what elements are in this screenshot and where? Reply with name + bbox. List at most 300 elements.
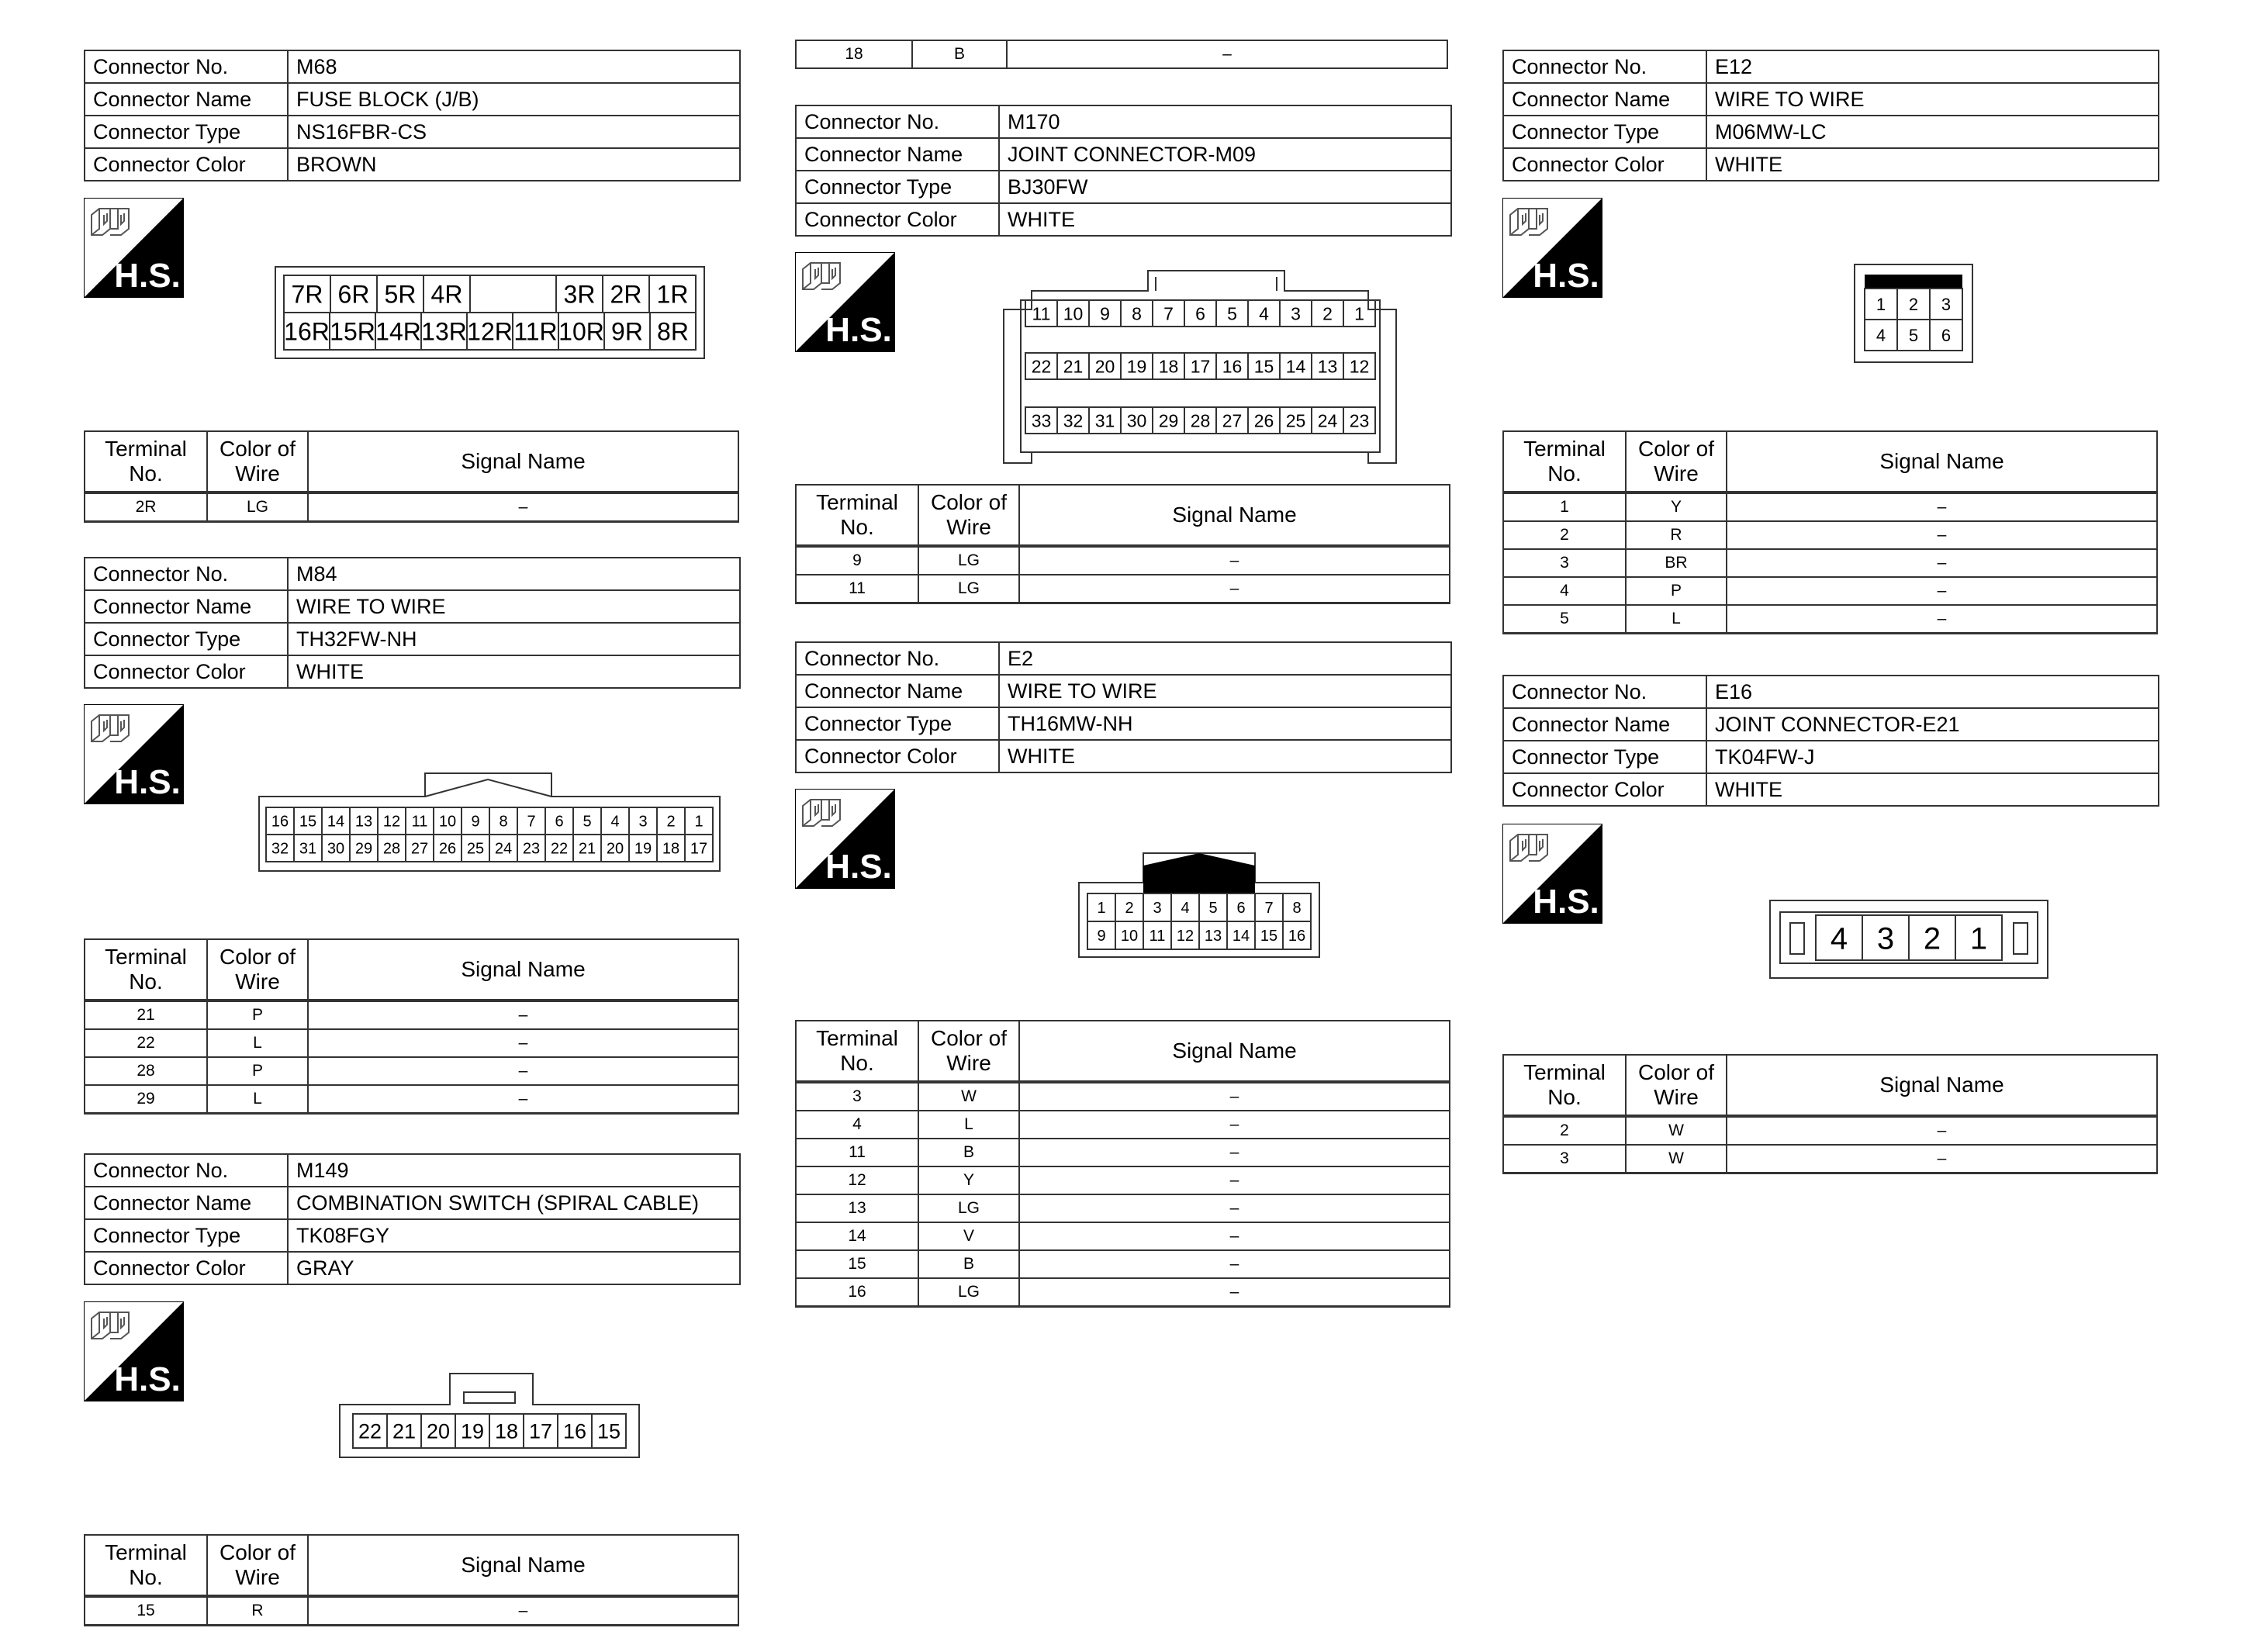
wire-color-cell: P	[1626, 577, 1727, 605]
signal-cell: –	[1019, 1166, 1450, 1194]
pin-label: 19	[1126, 356, 1147, 377]
signal-cell: –	[308, 1085, 738, 1114]
pin-label: 25	[1285, 410, 1306, 431]
pin-label: 23	[522, 840, 541, 858]
connector-name-label: Connector Name	[85, 590, 288, 623]
wire-color-cell: LG	[918, 1278, 1019, 1307]
terminal-header: Terminal	[105, 1540, 187, 1564]
pin-label: 14R	[375, 317, 421, 346]
pin-label: 1	[694, 813, 704, 831]
table-row	[796, 1278, 1450, 1307]
pin-label: 7R	[291, 280, 323, 309]
pin-label: 14	[327, 813, 345, 831]
pin-label: 16	[1288, 928, 1306, 945]
pin-label: 24	[494, 840, 513, 858]
connector-no-label: Connector No.	[1503, 50, 1706, 83]
harness-side-icon	[1502, 824, 1602, 924]
pin-label: 14	[1232, 928, 1250, 945]
table-row	[796, 1082, 1450, 1111]
pin-label: 33	[1031, 410, 1052, 431]
terminal-cell: 9	[796, 546, 918, 575]
terminal-cell: 4	[796, 1111, 918, 1139]
signal-cell: –	[308, 492, 738, 522]
pin-label: 12R	[467, 317, 513, 346]
pin-label: 20	[426, 1419, 451, 1443]
harness-side-icon	[795, 252, 895, 352]
terminal-table-e16	[1502, 1054, 2158, 1174]
pin-label: 2	[1923, 921, 1941, 956]
wire-color-header-2: Wire	[1654, 1085, 1699, 1109]
pin-label: 12	[1176, 928, 1194, 945]
pin-label: 8	[499, 813, 508, 831]
table-row	[796, 1222, 1450, 1250]
wire-color-cell: Y	[1626, 492, 1727, 521]
connector-face-m84	[258, 772, 721, 873]
wire-color-header: Color of	[219, 1540, 296, 1564]
table-row	[796, 1166, 1450, 1194]
pin-label: 15	[1260, 928, 1278, 945]
pin-label: 9	[1100, 303, 1110, 324]
connector-type-label: Connector Type	[85, 1219, 288, 1252]
terminal-cell: 3	[1503, 549, 1626, 577]
table-row	[1503, 1116, 2157, 1145]
wire-color-cell: L	[207, 1085, 308, 1114]
wire-color-header-2: Wire	[1654, 461, 1699, 486]
wire-color-header-2: Wire	[946, 1051, 991, 1075]
pin-label: 18	[1158, 356, 1179, 377]
pin-label: 30	[327, 840, 345, 858]
pin-label: 12	[382, 813, 401, 831]
terminal-cell: 2	[1503, 1116, 1626, 1145]
connector-info-e2	[795, 641, 1452, 773]
pin-label: 2	[1125, 900, 1134, 918]
connector-color-label: Connector Color	[796, 740, 999, 772]
harness-side-icon	[84, 704, 184, 804]
connector-color-label: Connector Color	[1503, 148, 1706, 181]
terminal-cell: 13	[796, 1194, 918, 1222]
pin-label: 16	[1222, 356, 1243, 377]
terminal-cell: 14	[796, 1222, 918, 1250]
table-row	[796, 1111, 1450, 1139]
terminal-cell: 1	[1503, 492, 1626, 521]
wire-color-cell: LG	[918, 1194, 1019, 1222]
connector-no-value: M149	[288, 1154, 740, 1187]
table-row	[1503, 577, 2157, 605]
pin-label: 8	[1132, 303, 1142, 324]
pin-label: 3R	[563, 280, 596, 309]
terminal-table-m170	[795, 484, 1450, 604]
pin-label: 3	[1153, 900, 1162, 918]
connector-no-value: M84	[288, 558, 740, 590]
connector-type-value: TH16MW-NH	[999, 707, 1451, 740]
table-row	[1503, 549, 2157, 577]
wire-color-cell: L	[918, 1111, 1019, 1139]
table-row	[796, 1139, 1450, 1166]
pin-label: 13	[1317, 356, 1338, 377]
signal-name-header: Signal Name	[308, 939, 738, 1001]
connector-no-value: M170	[999, 105, 1451, 138]
pin-label: 22	[550, 840, 569, 858]
pin-label: 19	[460, 1419, 485, 1443]
connector-info-m68	[84, 50, 741, 181]
pin-label: 26	[1253, 410, 1274, 431]
terminal-header-2: No.	[1547, 461, 1582, 486]
pin-label: 6	[1236, 900, 1246, 918]
pin-label: 15	[299, 813, 317, 831]
terminal-cell: 2R	[85, 492, 207, 522]
pin-label: 2	[1908, 294, 1919, 314]
connector-face-e2	[1078, 852, 1320, 959]
pin-label: 9	[471, 813, 480, 831]
table-row	[1503, 521, 2157, 549]
table-row	[85, 1085, 738, 1114]
pin-label: 27	[410, 840, 429, 858]
pin-label: 11R	[513, 317, 558, 346]
pin-label: 15	[596, 1419, 621, 1443]
terminal-cell: 22	[85, 1029, 207, 1057]
pin-label: 5	[1227, 303, 1237, 324]
connector-no-value: E2	[999, 642, 1451, 675]
connector-name-value: JOINT CONNECTOR-M09	[999, 138, 1451, 171]
connector-name-value: COMBINATION SWITCH (SPIRAL CABLE)	[288, 1187, 740, 1219]
pin-label: 11	[411, 813, 428, 831]
pin-label: 28	[382, 840, 401, 858]
connector-name-value: WIRE TO WIRE	[1706, 83, 2159, 116]
connector-type-value: TK04FW-J	[1706, 741, 2159, 773]
connector-info-e16	[1502, 675, 2159, 807]
connector-name-value: WIRE TO WIRE	[999, 675, 1451, 707]
pin-label: 26	[438, 840, 457, 858]
terminal-header-2: No.	[1547, 1085, 1582, 1109]
connector-no-value: E12	[1706, 50, 2159, 83]
signal-cell: –	[1019, 1111, 1450, 1139]
connector-no-label: Connector No.	[796, 105, 999, 138]
table-row	[796, 1194, 1450, 1222]
wire-color-cell: P	[207, 1001, 308, 1029]
pin-label: 8R	[657, 317, 689, 346]
terminal-header-2: No.	[129, 461, 163, 486]
wire-color-cell: LG	[207, 492, 308, 522]
connector-face-e12	[1854, 264, 1973, 363]
pin-label: 11	[1149, 928, 1166, 945]
signal-name-header: Signal Name	[308, 431, 738, 492]
pin-label: 7	[1264, 900, 1274, 918]
terminal-header: Terminal	[816, 490, 898, 514]
pin-label: 9	[1097, 928, 1106, 945]
pin-label: 3	[1876, 921, 1895, 956]
pin-label: 29	[1158, 410, 1179, 431]
wire-color-header: Color of	[1637, 1060, 1715, 1084]
wire-color-cell: LG	[918, 546, 1019, 575]
wire-color-header: Color of	[930, 1026, 1008, 1050]
pin-label: 1	[1876, 294, 1886, 314]
pin-label: 20	[606, 840, 624, 858]
pin-label: 10	[1063, 303, 1084, 324]
connector-name-label: Connector Name	[85, 83, 288, 116]
pin-label: 9R	[611, 317, 643, 346]
wire-color-header-2: Wire	[235, 1565, 280, 1589]
connector-no-label: Connector No.	[85, 558, 288, 590]
pin-label: 1	[1969, 921, 1988, 956]
connector-type-value: BJ30FW	[999, 171, 1451, 203]
wire-color-cell: B	[918, 1250, 1019, 1278]
terminal-cell: 21	[85, 1001, 207, 1029]
connector-type-value: NS16FBR-CS	[288, 116, 740, 148]
table-row	[796, 40, 1447, 68]
connector-type-label: Connector Type	[796, 171, 999, 203]
terminal-header: Terminal	[105, 437, 187, 461]
connector-type-value: TK08FGY	[288, 1219, 740, 1252]
terminal-table-m68	[84, 430, 739, 523]
connector-info-e12	[1502, 50, 2159, 181]
pin-label: 13R	[421, 317, 467, 346]
terminal-cell: 3	[1503, 1145, 1626, 1173]
connector-name-label: Connector Name	[796, 138, 999, 171]
signal-cell: –	[1727, 492, 2157, 521]
wire-color-cell: L	[1626, 605, 1727, 634]
connector-color-value: WHITE	[999, 203, 1451, 236]
pin-label: 1R	[656, 280, 689, 309]
connector-type-label: Connector Type	[85, 116, 288, 148]
pin-label: 10	[1120, 928, 1139, 945]
pin-label: 7	[1163, 303, 1174, 324]
pin-label: 3	[1941, 294, 1952, 314]
connector-no-label: Connector No.	[796, 642, 999, 675]
wire-color-cell: LG	[918, 575, 1019, 603]
connector-color-value: WHITE	[1706, 148, 2159, 181]
connector-no-value: M68	[288, 50, 740, 83]
connector-no-label: Connector No.	[85, 50, 288, 83]
signal-cell: –	[1727, 1116, 2157, 1145]
table-row	[85, 1596, 738, 1626]
pin-label: 17	[690, 840, 708, 858]
terminal-header: Terminal	[1523, 1060, 1606, 1084]
terminal-header: Terminal	[816, 1026, 898, 1050]
signal-name-header: Signal Name	[1727, 1055, 2157, 1116]
terminal-header-2: No.	[129, 1565, 163, 1589]
connector-type-value: TH32FW-NH	[288, 623, 740, 655]
wire-color-header-2: Wire	[235, 969, 280, 994]
connector-color-value: WHITE	[1706, 773, 2159, 806]
terminal-header-2: No.	[840, 515, 874, 539]
pin-label: 16	[271, 813, 289, 831]
wire-color-cell: B	[912, 40, 1007, 68]
pin-label: 13	[1204, 928, 1222, 945]
terminal-table-m149	[84, 1534, 739, 1626]
pin-label: 13	[354, 813, 373, 831]
pin-label: 27	[1222, 410, 1243, 431]
connector-color-label: Connector Color	[796, 203, 999, 236]
pin-label: 5	[583, 813, 592, 831]
signal-cell: –	[1727, 605, 2157, 634]
connector-color-label: Connector Color	[85, 655, 288, 688]
terminal-header-2: No.	[840, 1051, 874, 1075]
signal-cell: –	[1019, 1139, 1450, 1166]
connector-info-m84	[84, 557, 741, 689]
signal-cell: –	[308, 1001, 738, 1029]
connector-face-e16	[1769, 900, 2048, 979]
terminal-cell: 3	[796, 1082, 918, 1111]
signal-cell: –	[1019, 1222, 1450, 1250]
wire-color-cell: W	[1626, 1116, 1727, 1145]
pin-label: 4	[1876, 325, 1886, 345]
signal-name-header: Signal Name	[1019, 1021, 1450, 1082]
connector-face-m149	[339, 1372, 640, 1459]
connector-info-m170	[795, 105, 1452, 237]
pin-label: 31	[299, 840, 317, 858]
pin-label: 6	[1195, 303, 1205, 324]
harness-side-icon	[795, 789, 895, 889]
wire-color-header: Color of	[219, 437, 296, 461]
terminal-cell: 16	[796, 1278, 918, 1307]
connector-type-label: Connector Type	[796, 707, 999, 740]
pin-label: 2R	[610, 280, 642, 309]
pin-label: 32	[1063, 410, 1084, 431]
harness-side-icon	[1502, 198, 1602, 298]
pin-label: 5	[1908, 325, 1919, 345]
connector-name-label: Connector Name	[85, 1187, 288, 1219]
pin-label: 6	[555, 813, 564, 831]
connector-color-label: Connector Color	[1503, 773, 1706, 806]
signal-cell: –	[308, 1596, 738, 1626]
table-row	[796, 1250, 1450, 1278]
signal-cell: –	[1007, 40, 1447, 68]
signal-cell: –	[1019, 1194, 1450, 1222]
pin-label: 8	[1292, 900, 1302, 918]
terminal-cell: 28	[85, 1057, 207, 1085]
table-row	[85, 1029, 738, 1057]
pin-label: 3	[638, 813, 648, 831]
terminal-cell: 15	[85, 1596, 207, 1626]
terminal-table-e2	[795, 1020, 1450, 1308]
connector-type-label: Connector Type	[85, 623, 288, 655]
table-row	[85, 1057, 738, 1085]
pin-label: 21	[578, 840, 596, 858]
signal-cell: –	[1727, 549, 2157, 577]
pin-label: 6	[1941, 325, 1952, 345]
signal-name-header: Signal Name	[308, 1535, 738, 1596]
pin-label: 2	[1322, 303, 1333, 324]
terminal-header: Terminal	[1523, 437, 1606, 461]
connector-color-value: BROWN	[288, 148, 740, 181]
pin-label: 28	[1190, 410, 1211, 431]
pin-label: 17	[1190, 356, 1211, 377]
connector-color-label: Connector Color	[85, 1252, 288, 1284]
connector-name-value: WIRE TO WIRE	[288, 590, 740, 623]
terminal-cell: 5	[1503, 605, 1626, 634]
terminal-cell: 29	[85, 1085, 207, 1114]
wire-color-cell: V	[918, 1222, 1019, 1250]
signal-cell: –	[1019, 1082, 1450, 1111]
pin-label: 24	[1317, 410, 1338, 431]
pin-label: 21	[1063, 356, 1084, 377]
signal-cell: –	[1019, 575, 1450, 603]
pin-label: 19	[634, 840, 652, 858]
pin-label: 6R	[337, 280, 370, 309]
pin-label: 4R	[430, 280, 463, 309]
connector-type-label: Connector Type	[1503, 741, 1706, 773]
harness-side-icon	[84, 198, 184, 298]
pin-label: 5R	[384, 280, 417, 309]
signal-cell: –	[308, 1029, 738, 1057]
pin-label: 5	[1208, 900, 1218, 918]
connector-name-label: Connector Name	[1503, 708, 1706, 741]
pin-label: 12	[1349, 356, 1370, 377]
terminal-header: Terminal	[105, 945, 187, 969]
terminal-header-2: No.	[129, 969, 163, 994]
wire-color-header: Color of	[930, 490, 1008, 514]
terminal-cell: 15	[796, 1250, 918, 1278]
pin-label: 18	[662, 840, 680, 858]
wire-color-header-2: Wire	[235, 461, 280, 486]
pin-label: 10	[438, 813, 457, 831]
pin-label: 29	[354, 840, 373, 858]
connector-color-label: Connector Color	[85, 148, 288, 181]
connector-face-m170	[1001, 269, 1400, 469]
connector-no-label: Connector No.	[85, 1154, 288, 1187]
wire-color-cell: Y	[918, 1166, 1019, 1194]
pin-label: 4	[1259, 303, 1269, 324]
wire-color-cell: B	[918, 1139, 1019, 1166]
pin-label: 4	[610, 813, 620, 831]
connector-info-m149	[84, 1153, 741, 1285]
connector-name-label: Connector Name	[796, 675, 999, 707]
connector-color-value: GRAY	[288, 1252, 740, 1284]
signal-name-header: Signal Name	[1019, 485, 1450, 546]
wire-color-header: Color of	[1637, 437, 1715, 461]
terminal-cell: 4	[1503, 577, 1626, 605]
connector-color-value: WHITE	[288, 655, 740, 688]
signal-cell: –	[1727, 1145, 2157, 1173]
terminal-cell: 18	[796, 40, 912, 68]
pin-label: 1	[1097, 900, 1106, 918]
wire-color-header: Color of	[219, 945, 296, 969]
signal-cell: –	[1019, 1278, 1450, 1307]
table-row	[796, 575, 1450, 603]
pin-label: 25	[466, 840, 485, 858]
signal-cell: –	[1019, 546, 1450, 575]
wire-color-cell: W	[1626, 1145, 1727, 1173]
pin-label: 20	[1094, 356, 1115, 377]
terminal-cell: 12	[796, 1166, 918, 1194]
pin-label: 15	[1253, 356, 1274, 377]
signal-cell: –	[1727, 577, 2157, 605]
pin-label: 15R	[330, 317, 375, 346]
signal-cell: –	[308, 1057, 738, 1085]
signal-name-header: Signal Name	[1727, 431, 2157, 492]
connector-name-value: FUSE BLOCK (J/B)	[288, 83, 740, 116]
pin-label: 2	[666, 813, 676, 831]
terminal-table-e12	[1502, 430, 2158, 634]
pin-label: 16	[562, 1419, 587, 1443]
table-row	[1503, 605, 2157, 634]
wire-color-cell: W	[918, 1082, 1019, 1111]
pin-label: 18	[494, 1419, 519, 1443]
wire-color-cell: R	[1626, 521, 1727, 549]
pin-label: 14	[1285, 356, 1306, 377]
pin-label: 16R	[284, 317, 330, 346]
wire-color-cell: L	[207, 1029, 308, 1057]
pin-label: 22	[1031, 356, 1052, 377]
terminal-table-m84	[84, 938, 739, 1115]
pin-label: 3	[1291, 303, 1301, 324]
connector-no-label: Connector No.	[1503, 676, 1706, 708]
table-row	[85, 1001, 738, 1029]
wire-color-cell: P	[207, 1057, 308, 1085]
signal-cell: –	[1727, 521, 2157, 549]
pin-label: 4	[1181, 900, 1190, 918]
pin-label: 7	[527, 813, 536, 831]
